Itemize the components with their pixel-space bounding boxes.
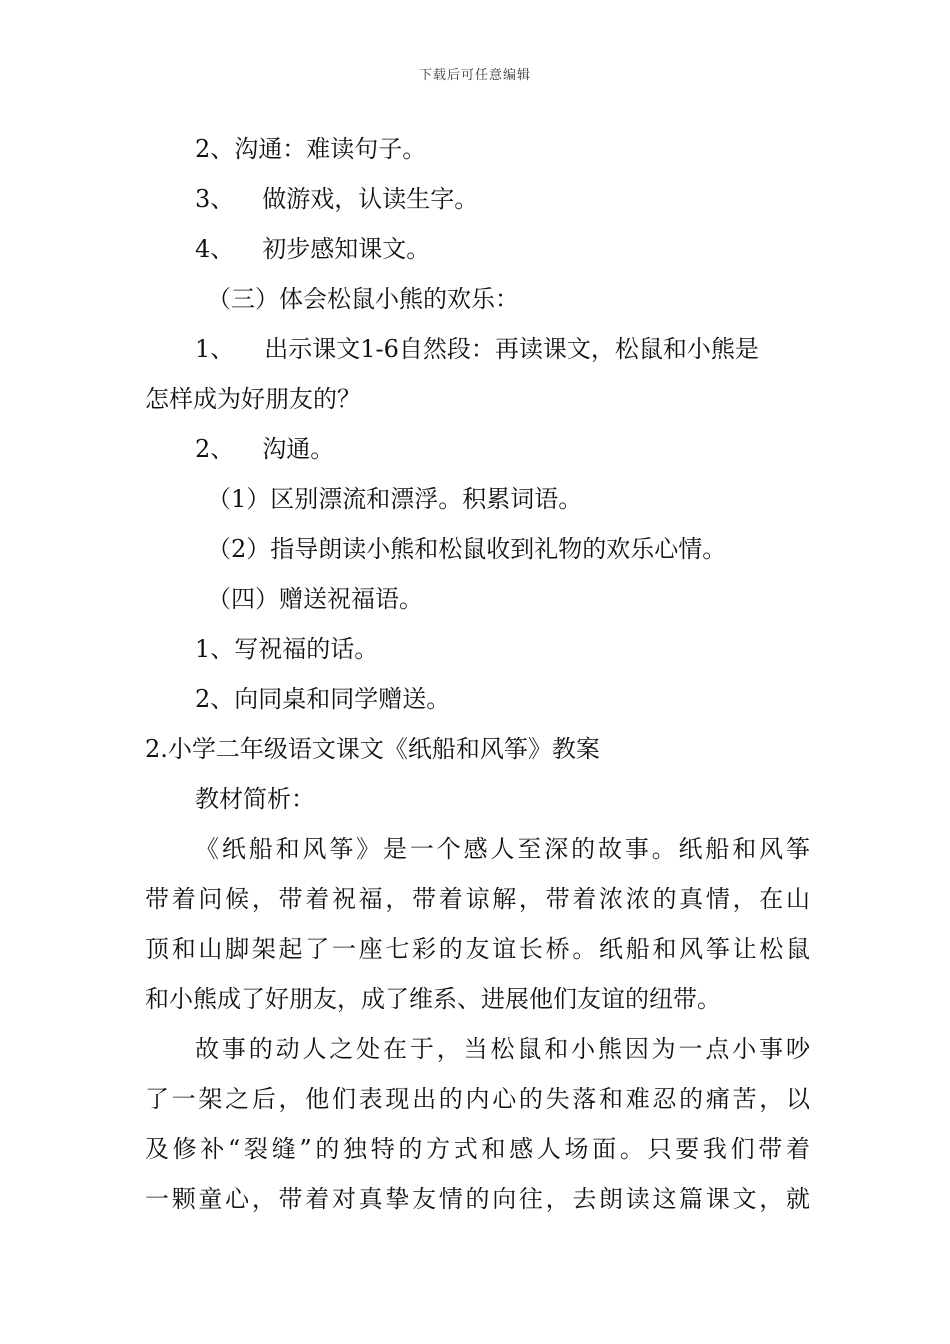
paragraph-line: 及修补“裂缝”的独特的方式和感人场面。只要我们带着: [145, 1135, 810, 1163]
document-title: 2.小学二年级语文课文《纸船和风筝》教案: [145, 735, 600, 763]
text-line: 2、向同桌和同学赠送。: [195, 685, 451, 713]
list-text: 初步感知课文。: [262, 235, 431, 263]
section-heading: （四）赠送祝福语。: [207, 585, 423, 613]
list-text: 做游戏，认读生字。: [262, 185, 479, 213]
text-line: [145, 424, 810, 474]
paragraph-line: 《纸船和风筝》是一个感人至深的故事。纸船和风筝: [195, 835, 810, 863]
paragraph-line: 顶和山脚架起了一座七彩的友谊长桥。纸船和风筝让松鼠: [145, 935, 810, 963]
paragraph: [145, 1024, 810, 1224]
paragraph: [145, 824, 810, 1024]
paragraph-line: 故事的动人之处在于，当松鼠和小熊因为一点小事吵: [195, 1035, 810, 1063]
list-number: 3、: [195, 185, 235, 213]
text-line: [145, 224, 810, 274]
paragraph-line: 了一架之后，他们表现出的内心的失落和难忍的痛苦，以: [145, 1085, 810, 1113]
text-line: （2）指导朗读小熊和松鼠收到礼物的欢乐心情。: [207, 535, 727, 563]
list-text: 出示课文1-6自然段：再读课文，松鼠和小熊是: [264, 335, 759, 363]
paragraph-line: 和小熊成了好朋友，成了维系、进展他们友谊的纽带。: [145, 985, 721, 1013]
section-heading: 教材简析：: [195, 785, 315, 813]
text-line: （1）区别漂流和漂浮。积累词语。: [207, 485, 583, 513]
text-line: 怎样成为好朋友的？: [145, 385, 361, 413]
paragraph-line: 一颗童心，带着对真挚友情的向往，去朗读这篇课文，就: [145, 1185, 810, 1213]
page-header: 下载后可任意编辑: [418, 68, 531, 83]
paragraph-line: 带着问候，带着祝福，带着谅解，带着浓浓的真情，在山: [145, 885, 810, 913]
text-line: 2、沟通：难读句子。: [195, 135, 427, 163]
text-line: [145, 324, 810, 374]
text-line: 1、写祝福的话。: [195, 635, 379, 663]
text-line: [145, 174, 810, 224]
list-number: 2、: [195, 435, 235, 463]
section-heading: （三）体会松鼠小熊的欢乐：: [207, 285, 519, 313]
list-number: 1、: [195, 335, 235, 363]
list-number: 4、: [195, 235, 235, 263]
document-body: [145, 124, 810, 1224]
list-text: 沟通。: [262, 435, 335, 463]
